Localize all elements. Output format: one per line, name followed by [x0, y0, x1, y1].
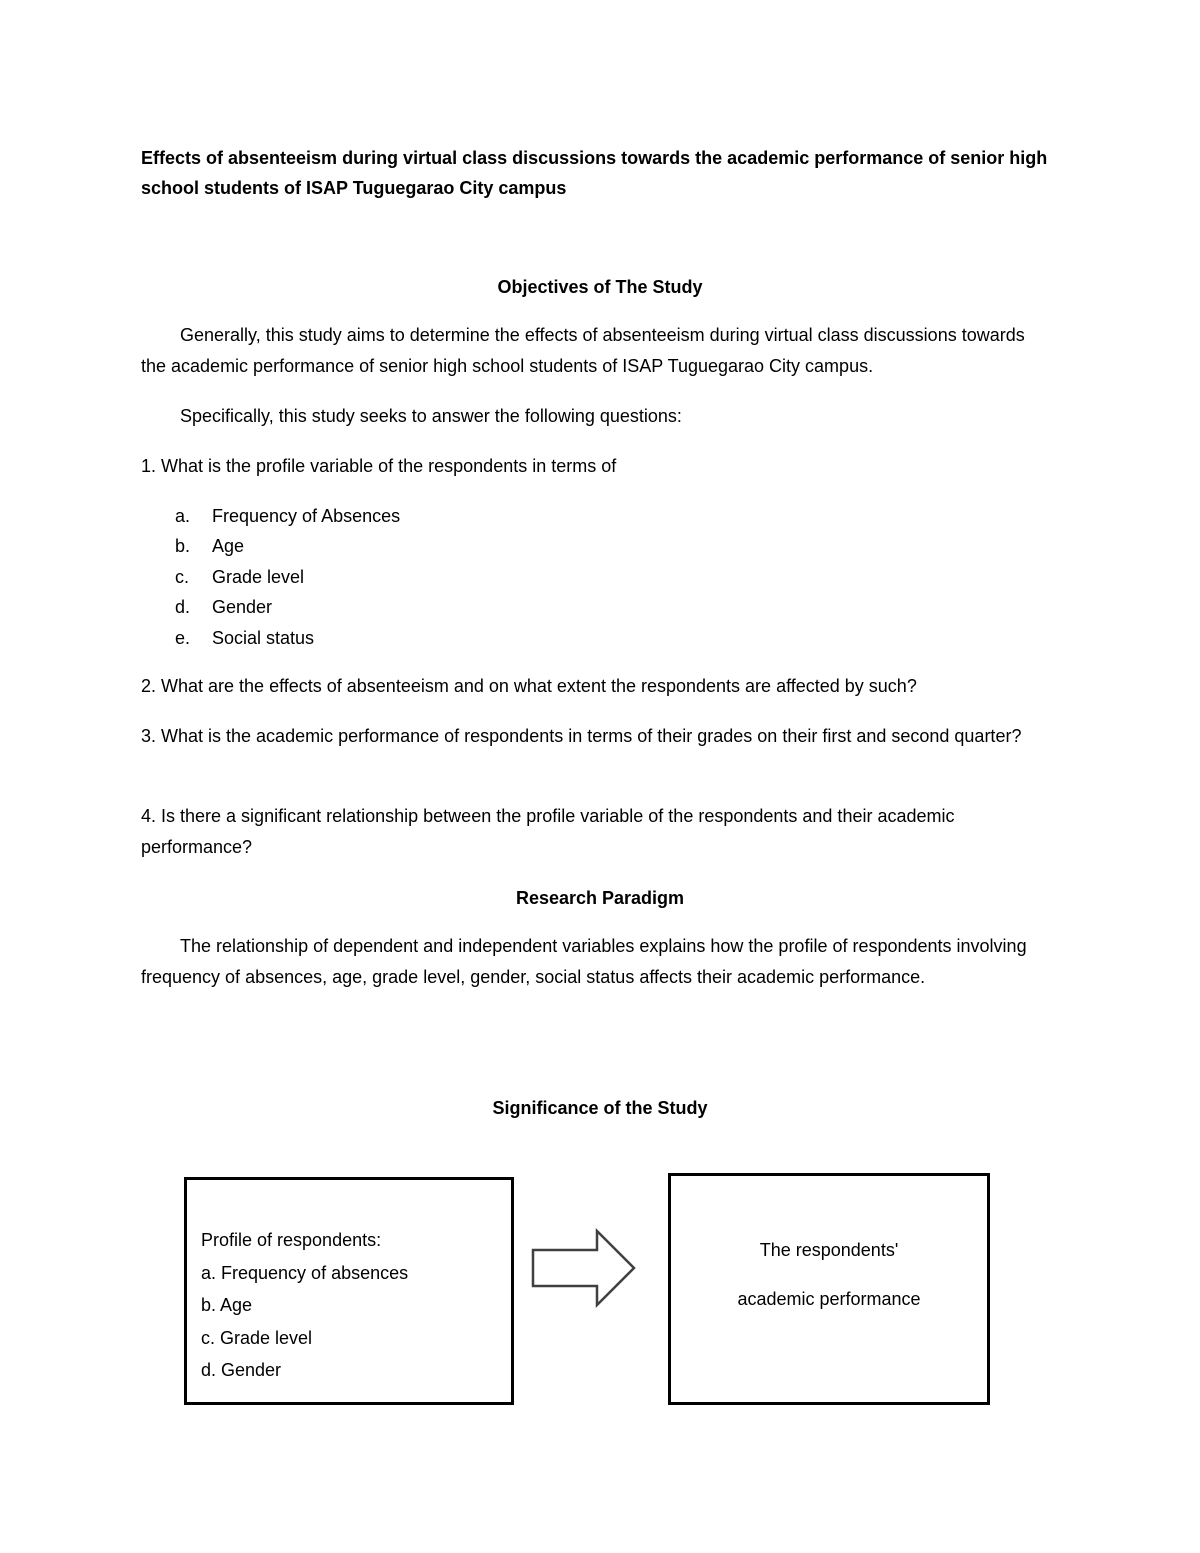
- profile-box-item: a. Frequency of absences: [201, 1262, 409, 1283]
- profile-box-item: d. Gender: [201, 1360, 282, 1380]
- specific-objectives-intro: Specifically, this study seeks to answer the following questions:: [180, 406, 682, 426]
- right-arrow-outline-icon: [530, 1228, 638, 1308]
- question-2: 2. What are the effects of absenteeism and on what extent the respondents are affected by such?: [141, 676, 917, 696]
- list-item: c. Grade level: [175, 566, 305, 587]
- academic-performance-box: [668, 1173, 990, 1405]
- list-item: b. Age: [175, 536, 245, 557]
- academic-performance-line-2: academic performance: [737, 1289, 921, 1309]
- document-title: Effects of absenteeism during virtual class discussions towards the academic performance of senior high school students of ISAP Tuguegarao City campus: [141, 148, 1048, 198]
- profile-box-item: c. Grade level: [201, 1327, 313, 1348]
- research-paradigm-heading: Research Paradigm: [515, 888, 685, 908]
- research-paradigm-paragraph: The relationship of dependent and independent variables explains how the profile of respondents involving frequency of absences, age, grade level, gender, social status affects their academic performance.: [141, 936, 1027, 987]
- general-objective-paragraph: Generally, this study aims to determine the effects of absenteeism during virtual class discussions towards the academic performance of senior high school students of ISAP Tuguegarao City campus.: [141, 325, 1025, 376]
- profile-variable-list: [175, 503, 400, 655]
- objectives-heading: Objectives of The Study: [497, 277, 703, 297]
- list-item: e. Social status: [175, 627, 315, 648]
- list-item: d. Gender: [175, 597, 273, 618]
- question-4: 4. Is there a significant relationship between the profile variable of the respondents and their academic performance?: [141, 806, 955, 857]
- profile-box-label: Profile of respondents:: [201, 1230, 382, 1250]
- academic-performance-line-1: The respondents': [759, 1240, 899, 1260]
- profile-box-item: b. Age: [201, 1295, 253, 1315]
- significance-heading: Significance of the Study: [492, 1098, 708, 1118]
- list-item: a. Frequency of Absences: [175, 506, 401, 526]
- question-1: 1. What is the profile variable of the respondents in terms of: [141, 456, 617, 476]
- question-3: 3. What is the academic performance of respondents in terms of their grades on their first and second quarter?: [141, 726, 1022, 746]
- profile-box: [184, 1177, 514, 1405]
